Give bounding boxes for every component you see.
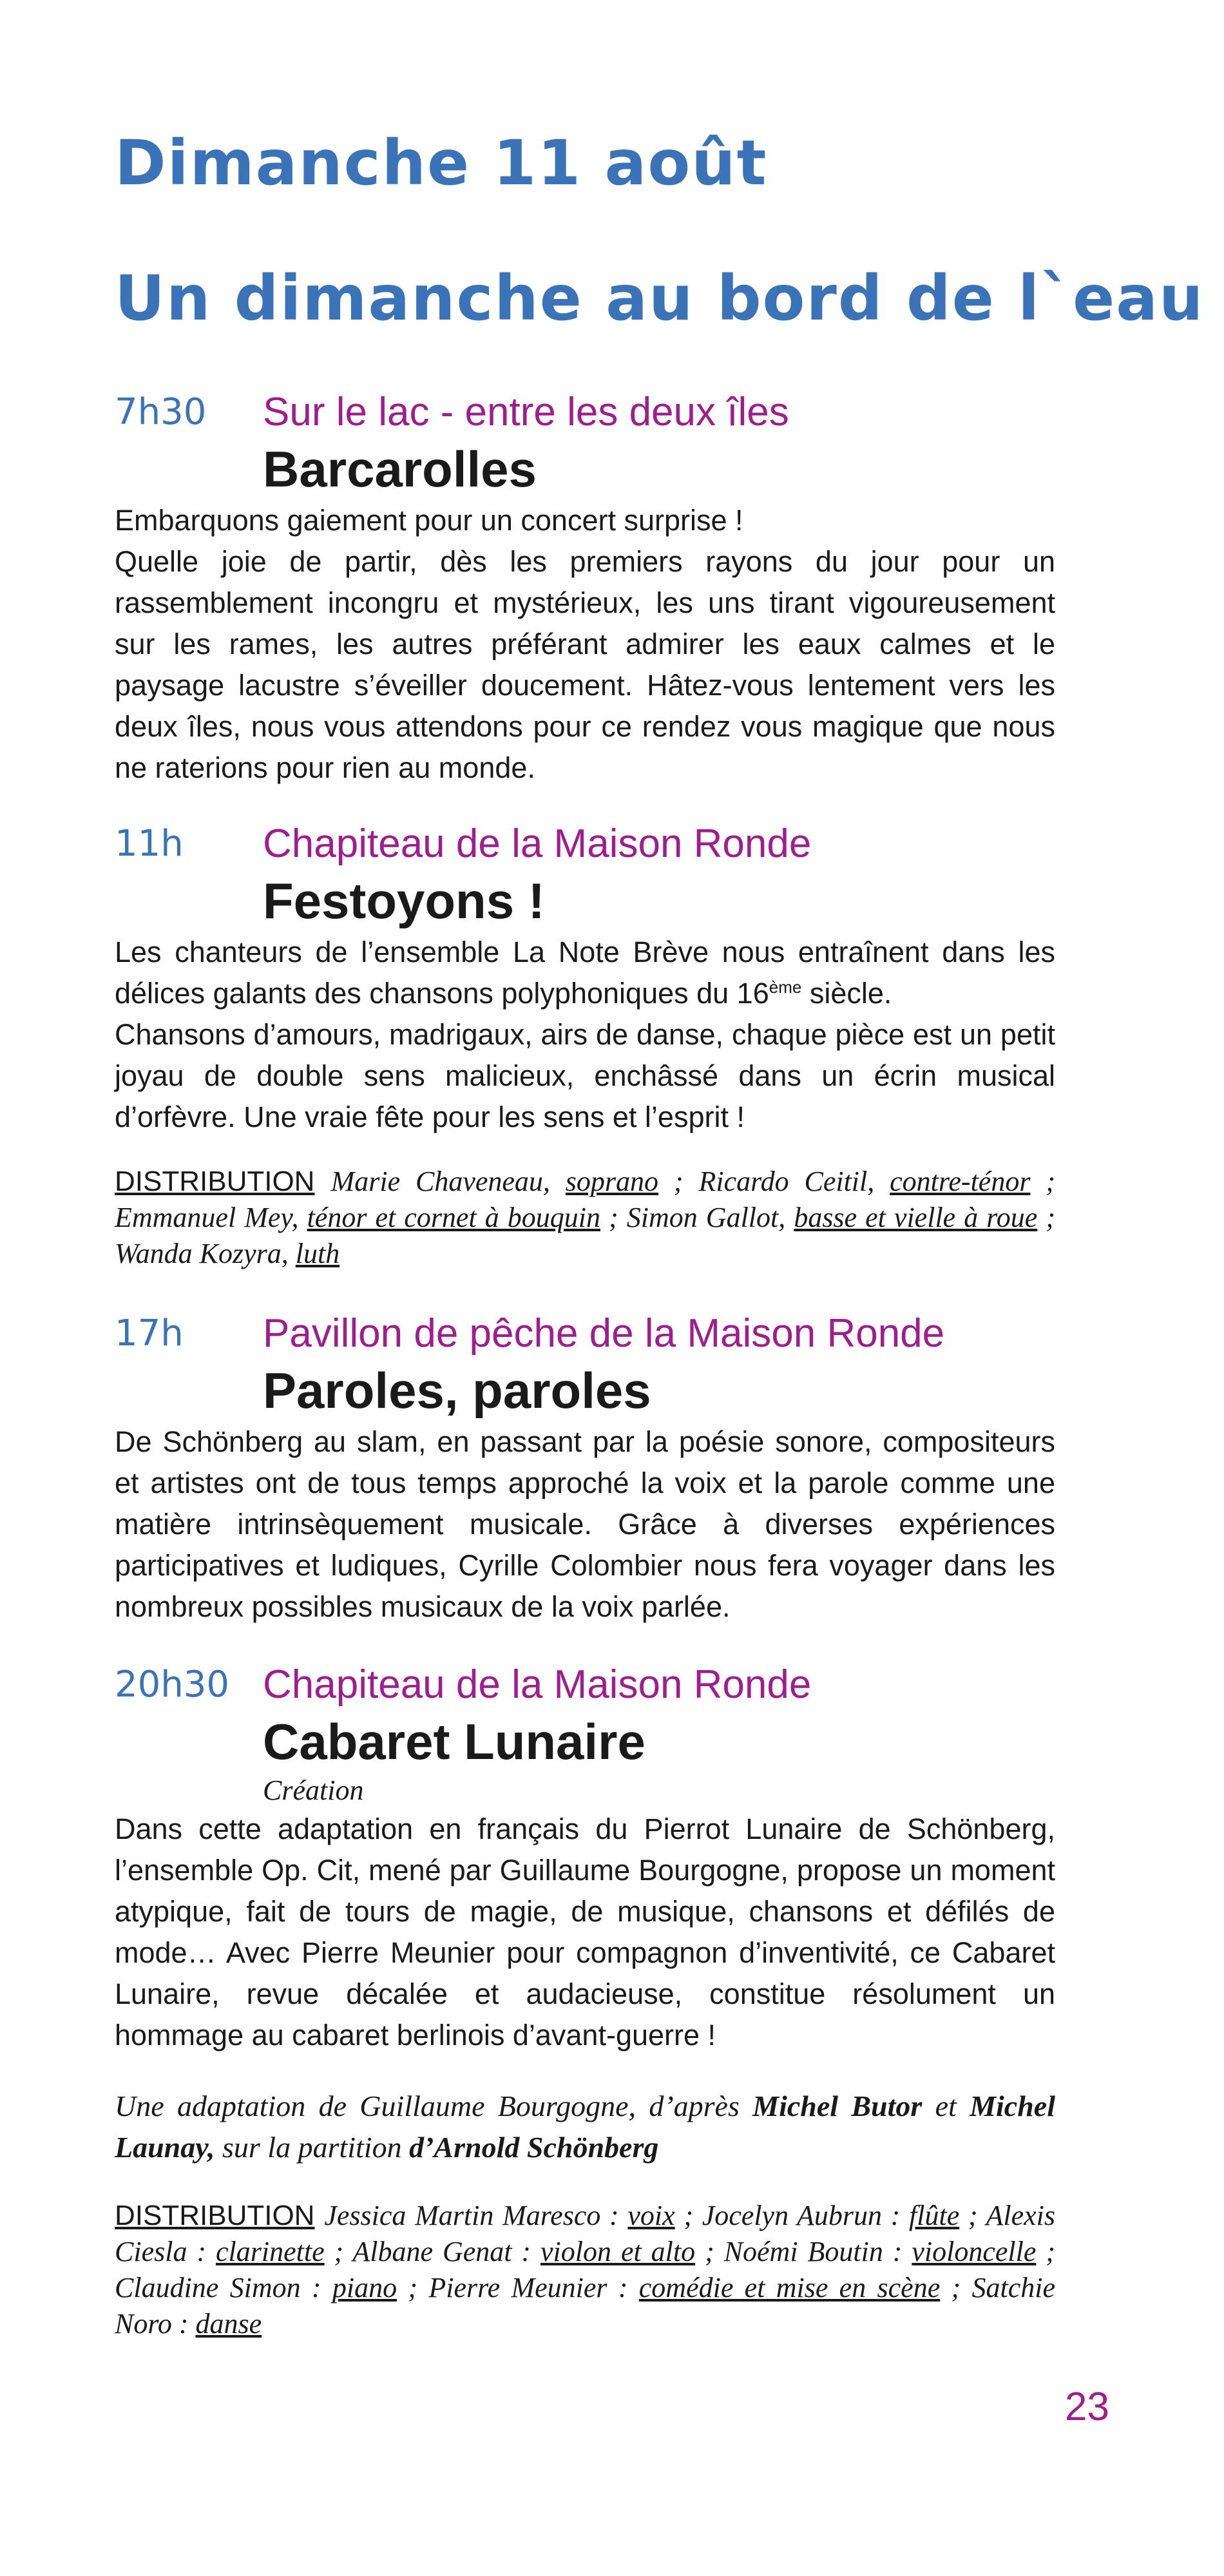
event-header xyxy=(115,387,1055,438)
performer: ; Pierre Meunier : xyxy=(397,2272,639,2303)
role: comédie et mise en scène xyxy=(638,2272,941,2303)
performer: ; Jocelyn Aubrun : xyxy=(674,2200,910,2231)
event-header xyxy=(115,818,1055,870)
adaptation-credit xyxy=(115,2086,1055,2168)
credit-name: Michel Launay, xyxy=(115,2090,1056,2164)
event-venue: Sur le lac - entre les deux îles xyxy=(263,390,789,434)
performer: Marie Chaveneau, xyxy=(330,1166,566,1197)
theme-title: Un dimanche au bord de l`eau xyxy=(115,262,1205,334)
distribution-label: DISTRIBUTION xyxy=(115,1166,315,1197)
event-title: Barcarolles xyxy=(263,441,537,497)
role: flûte xyxy=(909,2200,960,2231)
role: luth xyxy=(295,1238,340,1269)
event-festoyons xyxy=(115,818,1055,1272)
performer: ; Alexis Ciesla : xyxy=(115,2200,1055,2267)
distribution xyxy=(115,2198,1055,2342)
event-description xyxy=(115,500,1055,789)
credit-name: d’Arnold Schönberg xyxy=(409,2131,659,2164)
event-title: Cabaret Lunaire xyxy=(263,1713,645,1770)
role: voix xyxy=(627,2200,675,2231)
performer: ; Satchie Noro : xyxy=(115,2272,1055,2340)
day-title: Dimanche 11 août xyxy=(115,127,768,199)
distribution-label: DISTRIBUTION xyxy=(115,2200,315,2231)
description-intro xyxy=(115,932,1055,1014)
event-description xyxy=(115,932,1055,1138)
role: ténor et cornet à bouquin xyxy=(307,1202,601,1233)
performer: ; Wanda Kozyra, xyxy=(115,1202,1056,1269)
role: piano xyxy=(332,2272,397,2303)
role: soprano xyxy=(565,1166,659,1197)
performer: ; Albane Genat : xyxy=(324,2236,541,2267)
performer: ; Claudine Simon : xyxy=(115,2236,1056,2303)
role: violoncelle xyxy=(912,2236,1037,2267)
description-intro: Embarquons gaiement pour un concert surprise ! xyxy=(115,504,743,537)
performer: ; Emmanuel Mey, xyxy=(115,1166,1055,1233)
event-description xyxy=(115,1809,1055,2056)
role: danse xyxy=(195,2308,262,2340)
description-body: Chansons d’amours, madrigaux, airs de danse, chaque pièce est un petit joyau de double sens malicieux, enchâssé dans un écrin musical d’orfèvre. Une vraie fête pour les sens et l’esprit ! xyxy=(115,1018,1055,1133)
page-number: 23 xyxy=(1065,2385,1109,2429)
event-time: 7h30 xyxy=(115,391,207,433)
event-title: Festoyons ! xyxy=(263,872,545,929)
event-subtitle: Création xyxy=(263,1774,364,1806)
credit-text: et xyxy=(922,2090,970,2122)
distribution xyxy=(115,1164,1055,1272)
event-venue: Chapiteau de la Maison Ronde xyxy=(263,822,812,866)
event-title: Paroles, paroles xyxy=(263,1362,651,1419)
event-venue: Chapiteau de la Maison Ronde xyxy=(263,1662,812,1707)
description-body: Dans cette adaptation en français du Pierrot Lunaire de Schönberg, l’ensemble Op. Cit, mené par Guillaume Bourgogne, propose un moment atypique, fait de tours de magie, de musique, chansons et défilés de mode… Avec Pierre Meunier pour compagnon d’inventivité, ce Cabaret Lunaire, revue décalée et audacieuse, constitue résolument un hommage au cabaret berlinois d’avant-guerre ! xyxy=(115,1812,1055,2052)
role: violon et alto xyxy=(540,2236,696,2267)
performer: ; Noémi Boutin : xyxy=(695,2236,912,2267)
description-body: De Schönberg au slam, en passant par la poésie sonore, compositeurs et artistes ont de tous temps approché la voix et la parole comme une matière intrinsèquement musicale. Grâce à diverses expériences participatives et ludiques, Cyrille Colombier nous fera voyager dans les nombreux possibles musicaux de la voix parlée. xyxy=(115,1425,1055,1623)
performer: Jessica Martin Maresco : xyxy=(324,2200,628,2231)
superscript: ème xyxy=(769,977,802,997)
description-text: Les chanteurs de l’ensemble La Note Brève nous entraînent dans les délices galants des chansons polyphoniques du 16 xyxy=(115,936,1055,1010)
role: basse et vielle à roue xyxy=(794,1202,1038,1233)
event-venue: Pavillon de pêche de la Maison Ronde xyxy=(263,1311,945,1356)
event-barcarolles xyxy=(115,387,1055,789)
event-description xyxy=(115,1421,1055,1628)
event-time: 11h xyxy=(115,823,184,865)
event-header xyxy=(115,1659,1055,1711)
role: contre-ténor xyxy=(890,1166,1031,1197)
event-time: 20h30 xyxy=(115,1664,230,1706)
performer: ; Simon Gallot, xyxy=(600,1202,794,1233)
description-body: Quelle joie de partir, dès les premiers rayons du jour pour un rassemblement incongru et mystérieux, les uns tirant vigoureusement sur les rames, les autres préférant admirer les eaux calmes et le paysage lacustre s’éveiller doucement. Hâtez-vous lentement vers les deux îles, nous vous attendons pour ce rendez vous magique que nous ne raterions pour rien au monde. xyxy=(115,545,1055,784)
description-text: siècle. xyxy=(801,977,892,1010)
event-header xyxy=(115,1308,1055,1360)
event-paroles xyxy=(115,1308,1055,1628)
role: clarinette xyxy=(216,2236,325,2267)
credit-name: Michel Butor xyxy=(752,2090,923,2122)
credit-text: sur la partition xyxy=(215,2131,410,2164)
event-time: 17h xyxy=(115,1312,184,1354)
event-cabaret-lunaire xyxy=(115,1659,1055,2342)
credit-text: Une adaptation de Guillaume Bourgogne, d’après xyxy=(115,2090,753,2122)
performer: ; Ricardo Ceitil, xyxy=(658,1166,890,1197)
